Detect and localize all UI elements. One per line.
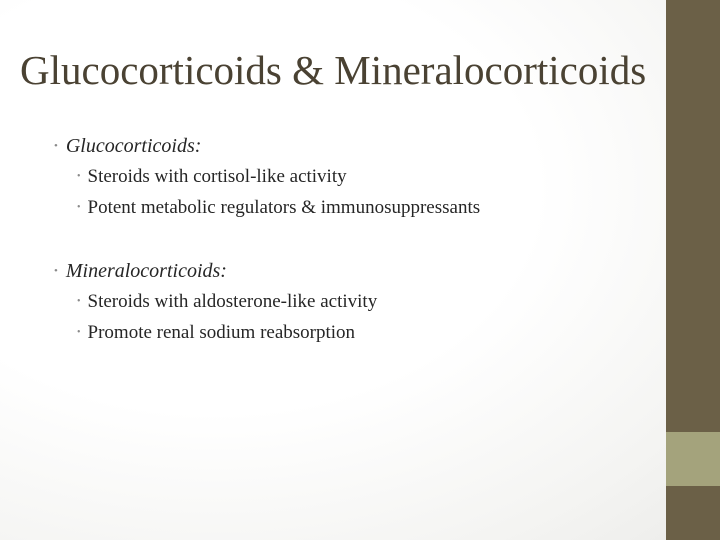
list-item (77, 290, 377, 314)
list-item (77, 165, 347, 189)
section-glucocorticoids (54, 134, 201, 158)
bullet-icon: • (77, 202, 81, 213)
slide-title: Glucocorticoids & Mineralocorticoids (20, 47, 647, 93)
section-heading: Mineralocorticoids: (65, 260, 227, 282)
decorative-side-bar-accent (666, 432, 720, 486)
list-item-text: Steroids with cortisol-like activity (87, 166, 347, 187)
list-item-text: Steroids with aldosterone-like activity (87, 291, 378, 312)
bullet-icon: • (77, 171, 81, 182)
list-item-text: Potent metabolic regulators & immunosuppressants (87, 197, 481, 218)
bullet-icon: • (54, 140, 58, 152)
bullet-icon: • (54, 265, 58, 277)
list-item-text: Promote renal sodium reabsorption (87, 322, 356, 343)
bullet-icon: • (77, 327, 81, 338)
bullet-icon: • (77, 296, 81, 307)
section-mineralocorticoids (54, 259, 227, 283)
list-item (77, 196, 480, 220)
list-item (77, 321, 355, 345)
section-heading: Glucocorticoids: (65, 135, 202, 157)
